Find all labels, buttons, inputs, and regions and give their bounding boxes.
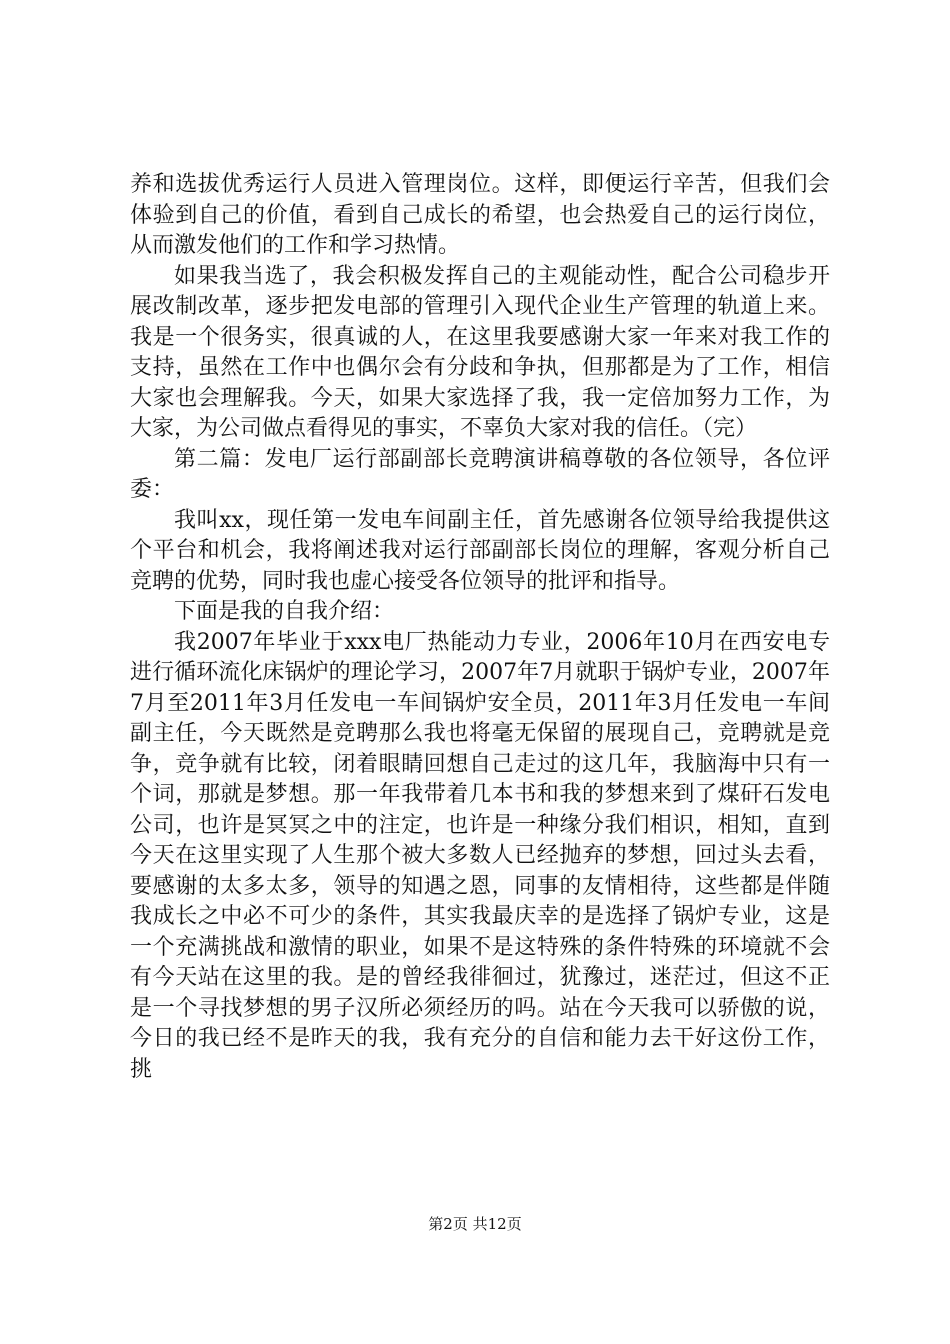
paragraph-5: 下面是我的自我介绍： (174, 599, 395, 624)
paragraph-3: 第二篇：发电厂运行部副部长竞聘演讲稿尊敬的各位领导，各位评委： (130, 446, 830, 502)
paragraph-1: 养和选拔优秀运行人员进入管理岗位。这样，即便运行辛苦，但我们会体验到自己的价值，看到自己成长的希望，也会热爱自己的运行岗位，从而激发他们的工作和学习热情。 (130, 172, 830, 258)
page-footer: 第2页 共12页 (428, 1215, 522, 1233)
paragraph-4: 我叫xx，现任第一发电车间副主任，首先感谢各位领导给我提供这个平台和机会，我将阐述我对运行部副部长岗位的理解，客观分析自己竞聘的优势，同时我也虚心接受各位领导的批评和指导。 (130, 507, 830, 594)
paragraph-2: 如果我当选了，我会积极发挥自己的主观能动性，配合公司稳步开展改制改革，逐步把发电部的管理引入现代企业生产管理的轨道上来。我是一个很务实，很真诚的人，在这里我要感谢大家一年来对我工作的支持，虽然在工作中也偶尔会有分歧和争执，但那都是为了工作，相信大家也会理解我。今天，如果大家选择了我，我一定倍加努力工作，为大家，为公司做点看得见的事实，不辜负大家对我的信任。（完） (130, 263, 830, 441)
paragraph-6: 我2007年毕业于xxx电厂热能动力专业，2006年10月在西安电专进行循环流化床锅炉的理论学习，2007年7月就职于锅炉专业，2007年7月至2011年3月任发电一车间锅炉安全员，2011年3月任发电一车间副主任，今天既然是竞聘那么我也将毫无保留的展现自己，竞聘就是竞争，竞争就有比较，闭着眼睛回想自己走过的这几年，我脑海中只有一个词，那就是梦想。那一年我带着几本书和我的梦想来到了煤矸石发电公司，也许是冥冥之中的注定，也许是一种缘分我们相识，相知，直到今天在这里实现了人生那个被大多数人已经抛弃的梦想，回过头去看，要感谢的太多太多，领导的知遇之恩，同事的友情相待，这些都是伴随我成长之中必不可少的条件，其实我最庆幸的是选择了锅炉专业，这是一个充满挑战和激情的职业，如果不是这特殊的条件特殊的环境就不会有今天站在这里的我。是的曾经我徘徊过，犹豫过，迷茫过，但这不正是一个寻找梦想的男子汉所必须经历的吗。站在今天我可以骄傲的说，今日的我已经不是昨天的我，我有充分的自信和能力去干好这份工作，挑 (130, 629, 830, 1082)
document-body (130, 170, 830, 1085)
